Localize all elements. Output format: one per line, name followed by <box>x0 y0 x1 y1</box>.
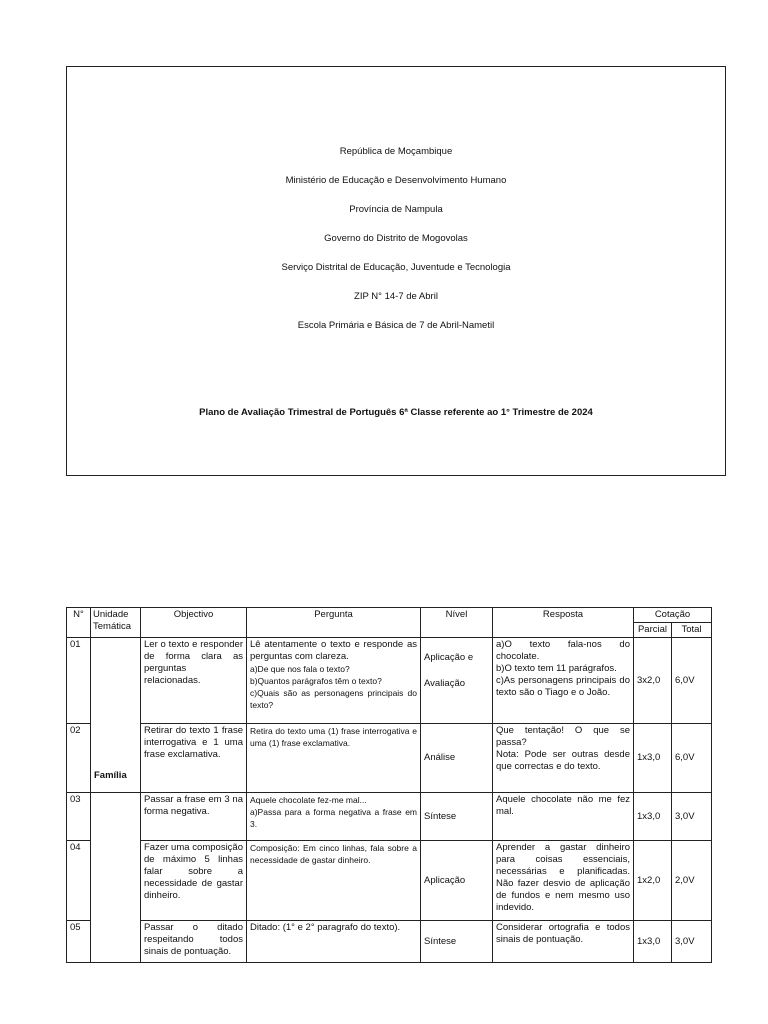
nivel-cell: Aplicação <box>421 841 493 921</box>
total-cell: 3,0V <box>672 921 712 963</box>
objectivo-cell: Ler o texto e responder de forma clara as perguntas relacionadas. <box>141 638 247 724</box>
resposta-cell: Aprender a gastar dinheiro para coisas essenciais, necessárias e planificadas. Não fazer desvio de aplicação de fundos e nem mesmo uso indevido. <box>493 841 634 921</box>
header-unidade <box>91 608 141 638</box>
table-header-row <box>67 608 712 623</box>
resposta-line: a)O texto fala-nos do chocolate. <box>496 639 630 662</box>
objectivo-cell: Fazer uma composição de máximo 5 linhas falar sobre a necessidade de gastar dinheiro. <box>141 841 247 921</box>
pergunta-line: b)Quantos parágrafos têm o texto? <box>250 676 382 686</box>
nivel-cell: Análise <box>421 724 493 793</box>
header-line-service: Serviço Distrital de Educação, Juventude e Tecnologia <box>281 262 511 273</box>
nivel-line: Avaliação <box>424 678 466 689</box>
nivel-line: Aplicação e <box>424 652 474 663</box>
pergunta-cell <box>247 793 421 841</box>
row-number: 04 <box>67 841 91 921</box>
header-unidade-line1: Unidade <box>93 609 129 620</box>
header-line-republic: República de Moçambique <box>339 146 453 157</box>
parcial-cell: 1x3,0 <box>634 921 672 963</box>
header-total: Total <box>672 623 712 638</box>
resposta-cell <box>493 638 634 724</box>
row-number: 03 <box>67 793 91 841</box>
objectivo-cell: Passar o ditado respeitando todos sinais de pontuação. <box>141 921 247 963</box>
parcial-cell: 3x2,0 <box>634 638 672 724</box>
header-pergunta: Pergunta <box>247 608 421 638</box>
row-number: 01 <box>67 638 91 724</box>
header-n: N° <box>67 608 91 638</box>
parcial-cell: 1x2,0 <box>634 841 672 921</box>
resposta-cell: Aquele chocolate não me fez mal. <box>493 793 634 841</box>
resposta-line: Nota: Pode ser outras desde que correctas e do texto. <box>496 749 630 772</box>
pergunta-line: Lê atentamente o texto e responde as perguntas com clareza. <box>250 639 417 662</box>
pergunta-cell: Ditado: (1° e 2° paragrafo do texto). <box>247 921 421 963</box>
objectivo-cell: Retirar do texto 1 frase interrogativa e 1 uma frase exclamativa. <box>141 724 247 793</box>
total-cell: 3,0V <box>672 793 712 841</box>
table-row <box>67 724 712 793</box>
table-row <box>67 793 712 841</box>
document-title: Plano de Avaliação Trimestral de Português 6ª Classe referente ao 1° Trimestre de 2024 <box>199 407 593 418</box>
header-line-zip: ZIP N° 14-7 de Abril <box>354 291 438 302</box>
header-line-district: Governo do Distrito de Mogovolas <box>324 233 468 244</box>
evaluation-table <box>66 607 712 963</box>
parcial-cell: 1x3,0 <box>634 724 672 793</box>
pergunta-line: c)Quais são as personagens principais do texto? <box>250 688 417 710</box>
header-objectivo: Objectivo <box>141 608 247 638</box>
nivel-cell: Síntese <box>421 921 493 963</box>
header-cotacao: Cotação <box>634 608 712 623</box>
unidade-tematica: Família <box>91 638 141 793</box>
header-nivel: Nível <box>421 608 493 638</box>
resposta-line: c)As personagens principais do texto são o Tiago e o João. <box>496 675 630 698</box>
total-cell: 6,0V <box>672 724 712 793</box>
total-cell: 2,0V <box>672 841 712 921</box>
parcial-cell: 1x3,0 <box>634 793 672 841</box>
header-line-province: Província de Nampula <box>349 204 443 215</box>
header-box <box>66 66 726 476</box>
pergunta-cell <box>247 638 421 724</box>
header-resposta: Resposta <box>493 608 634 638</box>
total-cell: 6,0V <box>672 638 712 724</box>
resposta-cell: Considerar ortografia e todos sinais de pontuação. <box>493 921 634 963</box>
unidade-empty-cell <box>91 793 141 963</box>
row-number: 02 <box>67 724 91 793</box>
pergunta-cell: Retira do texto uma (1) frase interrogativa e uma (1) frase exclamativa. <box>247 724 421 793</box>
objectivo-cell: Passar a frase em 3 na forma negativa. <box>141 793 247 841</box>
nivel-cell: Síntese <box>421 793 493 841</box>
header-line-ministry: Ministério de Educação e Desenvolvimento Humano <box>285 175 507 186</box>
resposta-line: b)O texto tem 11 parágrafos. <box>496 663 617 674</box>
pergunta-line: Aquele chocolate fez-me mal... <box>250 795 367 805</box>
header-line-school: Escola Primária e Básica de 7 de Abril-Nametil <box>297 320 495 331</box>
pergunta-cell: Composição: Em cinco linhas, fala sobre a necessidade de gastar dinheiro. <box>247 841 421 921</box>
pergunta-line: a)Passa para a forma negativa a frase em 3. <box>250 807 417 829</box>
resposta-line: Que tentação! O que se passa? <box>496 725 630 748</box>
table-row <box>67 638 712 724</box>
nivel-cell <box>421 638 493 724</box>
header-parcial: Parcial <box>634 623 672 638</box>
table-row <box>67 921 712 963</box>
header-unidade-line2: Temática <box>93 621 132 632</box>
table-row <box>67 841 712 921</box>
resposta-cell <box>493 724 634 793</box>
row-number: 05 <box>67 921 91 963</box>
pergunta-line: a)De que nos fala o texto? <box>250 664 350 674</box>
